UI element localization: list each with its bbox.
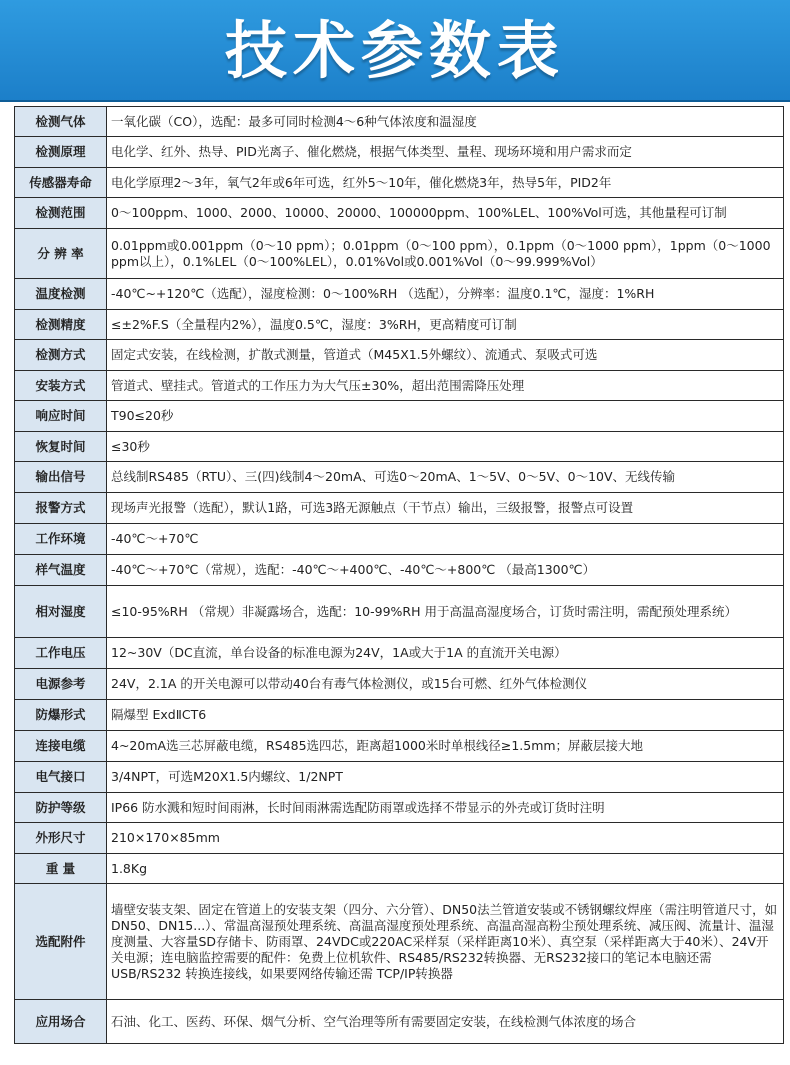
row-label: 工作环境 <box>15 524 107 555</box>
row-label: 分 辨 率 <box>15 229 107 279</box>
row-label: 防护等级 <box>15 793 107 823</box>
table-row <box>15 168 784 198</box>
row-value: -40℃～+70℃（常规），选配：-40℃～+400℃、-40℃～+800℃ （最高1300℃） <box>107 555 784 586</box>
row-label: 安装方式 <box>15 371 107 401</box>
table-row <box>15 762 784 793</box>
row-value: 石油、化工、医药、环保、烟气分析、空气治理等所有需要固定安装，在线检测气体浓度的场合 <box>107 1000 784 1044</box>
row-value: -40℃~+120℃（选配），湿度检测：0～100%RH （选配），分辨率：温度0.1℃，湿度：1%RH <box>107 279 784 310</box>
row-value: 电化学、红外、热导、PID光离子、催化燃烧，根据气体类型、量程、现场环境和用户需求而定 <box>107 137 784 168</box>
table-row <box>15 198 784 229</box>
row-value: 3/4NPT，可选M20X1.5内螺纹、1/2NPT <box>107 762 784 793</box>
row-label: 应用场合 <box>15 1000 107 1044</box>
table-row <box>15 432 784 462</box>
header-divider <box>0 100 790 102</box>
row-value: 24V，2.1A 的开关电源可以带动40台有毒气体检测仪，或15台可燃、红外气体检测仪 <box>107 669 784 700</box>
row-label: 电气接口 <box>15 762 107 793</box>
table-row <box>15 1000 784 1044</box>
row-label: 检测原理 <box>15 137 107 168</box>
table-row <box>15 107 784 137</box>
table-row <box>15 524 784 555</box>
page-title: 技术参数表 <box>224 14 565 87</box>
table-row <box>15 137 784 168</box>
row-value: ≤30秒 <box>107 432 784 462</box>
row-label: 重 量 <box>15 854 107 884</box>
row-label: 连接电缆 <box>15 731 107 762</box>
table-row <box>15 279 784 310</box>
table-row <box>15 586 784 638</box>
row-label: 选配附件 <box>15 884 107 1000</box>
row-value: 12~30V（DC直流，单台设备的标准电源为24V，1A或大于1A 的直流开关电源） <box>107 638 784 669</box>
table-row <box>15 669 784 700</box>
table-row <box>15 731 784 762</box>
row-value: 固定式安装，在线检测，扩散式测量，管道式（M45X1.5外螺纹）、流通式、泵吸式可选 <box>107 340 784 371</box>
row-value: -40℃～+70℃ <box>107 524 784 555</box>
row-value: T90≤20秒 <box>107 401 784 432</box>
row-label: 检测方式 <box>15 340 107 371</box>
row-label: 恢复时间 <box>15 432 107 462</box>
table-row <box>15 340 784 371</box>
table-row <box>15 493 784 524</box>
row-label: 传感器寿命 <box>15 168 107 198</box>
table-row <box>15 555 784 586</box>
row-value: 管道式、壁挂式。管道式的工作压力为大气压±30%，超出范围需降压处理 <box>107 371 784 401</box>
table-row <box>15 793 784 823</box>
row-label: 外形尺寸 <box>15 823 107 854</box>
table-row <box>15 884 784 1000</box>
row-label: 温度检测 <box>15 279 107 310</box>
table-row <box>15 462 784 493</box>
row-label: 样气温度 <box>15 555 107 586</box>
row-value: 1.8Kg <box>107 854 784 884</box>
row-label: 工作电压 <box>15 638 107 669</box>
row-value: 总线制RS485（RTU）、三(四)线制4～20mA、可选0～20mA、1～5V、0～5V、0～10V、无线传输 <box>107 462 784 493</box>
row-label: 相对湿度 <box>15 586 107 638</box>
table-row <box>15 823 784 854</box>
table-row <box>15 371 784 401</box>
row-value: 210×170×85mm <box>107 823 784 854</box>
row-label: 输出信号 <box>15 462 107 493</box>
table-row <box>15 229 784 279</box>
row-value: 一氧化碳（CO），选配：最多可同时检测4～6种气体浓度和温湿度 <box>107 107 784 137</box>
table-row <box>15 638 784 669</box>
table-row <box>15 854 784 884</box>
row-label: 检测范围 <box>15 198 107 229</box>
row-value: 墙壁安装支架、固定在管道上的安装支架（四分、六分管）、DN50法兰管道安装或不锈钢螺纹焊座（需注明管道尺寸，如DN50、DN15...）、常温高湿预处理系统、高温高湿度预处理系统、高温高湿高粉尘预处理系统、减压阀、流量计、温湿度测量、大容量SD存储卡、防雨罩、24VDC或220AC采样泵（采样距离10米）、真空泵（采样距离大于40米）、24V开关电源；连电脑监控需要的配件：免费上位机软件、RS485/RS232转换器、无RS232接口的笔记本电脑还需USB/RS232 转换连接线，如果要网络传输还需 TCP/IP转换器 <box>107 884 784 1000</box>
row-value: 现场声光报警（选配），默认1路，可选3路无源触点（干节点）输出，三级报警，报警点可设置 <box>107 493 784 524</box>
row-label: 检测气体 <box>15 107 107 137</box>
row-value: ≤10-95%RH （常规）非凝露场合，选配：10-99%RH 用于高温高湿度场合，订货时需注明，需配预处理系统） <box>107 586 784 638</box>
row-label: 电源参考 <box>15 669 107 700</box>
row-label: 报警方式 <box>15 493 107 524</box>
row-label: 防爆形式 <box>15 700 107 731</box>
row-value: 电化学原理2～3年，氧气2年或6年可选，红外5～10年，催化燃烧3年，热导5年，PID2年 <box>107 168 784 198</box>
row-label: 响应时间 <box>15 401 107 432</box>
row-value: 0～100ppm、1000、2000、10000、20000、100000ppm、100%LEL、100%Vol可选，其他量程可订制 <box>107 198 784 229</box>
row-value: ≤±2%F.S（全量程内2%），温度0.5℃，湿度：3%RH，更高精度可订制 <box>107 310 784 340</box>
row-value: IP66 防水溅和短时间雨淋，长时间雨淋需选配防雨罩或选择不带显示的外壳或订货时注明 <box>107 793 784 823</box>
spec-table-body <box>15 107 784 1044</box>
page-header <box>0 0 790 100</box>
spec-table <box>14 106 784 1044</box>
table-row <box>15 401 784 432</box>
row-value: 隔爆型 ExdⅡCT6 <box>107 700 784 731</box>
row-value: 0.01ppm或0.001ppm（0～10 ppm）；0.01ppm（0～100 ppm），0.1ppm（0～1000 ppm），1ppm（0～1000 ppm以上），0.1%LEL（0～100%LEL），0.01%Vol或0.001%Vol（0～99.999%Vol） <box>107 229 784 279</box>
table-row <box>15 310 784 340</box>
row-label: 检测精度 <box>15 310 107 340</box>
row-value: 4~20mA选三芯屏蔽电缆，RS485选四芯，距离超1000米时单根线径≥1.5mm；屏蔽层接大地 <box>107 731 784 762</box>
table-row <box>15 700 784 731</box>
